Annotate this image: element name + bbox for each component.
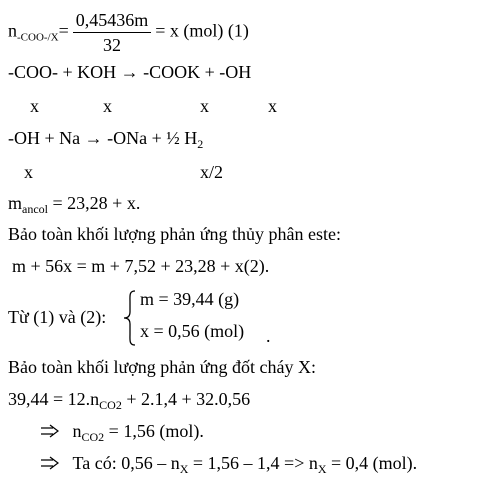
system-prefix: Từ (1) và (2):	[8, 307, 107, 327]
system-suffix: .	[266, 326, 271, 346]
fraction	[73, 10, 152, 55]
left-brace-icon	[122, 290, 138, 346]
m-subscript: ancol	[22, 202, 49, 216]
stoich-x: x	[268, 96, 277, 116]
arrow-right-icon: →	[84, 128, 103, 148]
final-result-line	[40, 453, 418, 476]
reactants: -OH + Na	[8, 128, 81, 148]
alcohol-mass-line	[8, 193, 141, 216]
mass-balance-equation: m + 56x = m + 7,52 + 23,28 + x(2).	[12, 256, 270, 276]
system-equation-m: m = 39,44 (g)	[140, 289, 240, 309]
n-symbol: n	[72, 421, 82, 441]
system-equation-x: x = 0,56 (mol)	[140, 321, 245, 341]
n-symbol: n	[8, 20, 17, 41]
products: -COOK + -OH	[143, 62, 252, 82]
equals-sign: =	[58, 20, 69, 41]
products: -ONa + ½ H	[107, 128, 198, 148]
stoich-x: x	[200, 96, 209, 116]
combustion-equation	[8, 389, 251, 412]
fraction-numerator: 0,45436m	[73, 10, 152, 33]
result-part-b: = 1,56 – 1,4 => n	[188, 453, 318, 473]
h2-subscript: 2	[197, 137, 204, 151]
co2-subscript: CO2	[99, 398, 122, 412]
m-symbol: m	[8, 193, 23, 213]
mole-equation-line	[8, 10, 249, 55]
hydrolysis-heading: Bảo toàn khối lượng phản ứng thủy phân este:	[8, 224, 341, 244]
co2-result-line	[40, 421, 204, 444]
equation-rest: = x (mol) (1)	[155, 20, 249, 41]
fraction-denominator: 32	[102, 35, 121, 55]
n-subscript: -COO-/X	[17, 31, 59, 44]
stoich-x-half: x/2	[200, 162, 224, 182]
reaction-koh-line	[8, 62, 251, 82]
x-subscript: X	[179, 462, 189, 476]
double-arrow-icon	[40, 456, 60, 470]
x-subscript: X	[317, 462, 327, 476]
stoich-x: x	[103, 96, 112, 116]
stoich-x: x	[30, 96, 39, 116]
combustion-heading: Bảo toàn khối lượng phản ứng đốt cháy X:	[8, 357, 316, 377]
alcohol-mass-value: = 23,28 + x.	[48, 193, 141, 213]
result-part-c: = 0,4 (mol).	[326, 453, 418, 473]
co2-value: = 1,56 (mol).	[104, 421, 204, 441]
reaction-na-line	[8, 128, 204, 151]
result-part-a: Ta có: 0,56 – n	[72, 453, 180, 473]
co2-subscript: CO2	[81, 430, 105, 444]
reactants: -COO- + KOH	[8, 62, 117, 82]
stoich-x: x	[24, 162, 33, 182]
arrow-right-icon: →	[120, 62, 139, 82]
equation-right: + 2.1,4 + 32.0,56	[121, 389, 251, 409]
double-arrow-icon	[40, 424, 60, 438]
equation-left: 39,44 = 12.n	[8, 389, 100, 409]
